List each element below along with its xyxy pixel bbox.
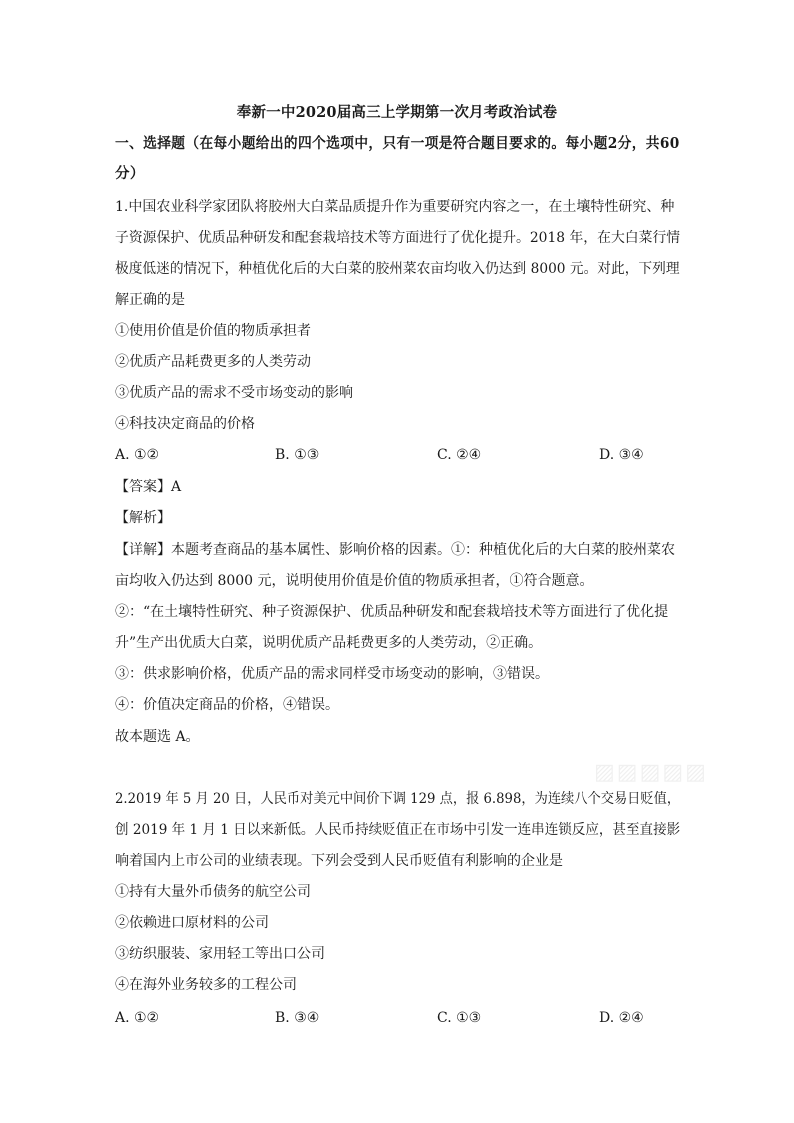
q1-item-2: ②优质产品耗费更多的人类劳动 [115,354,311,370]
q1-detail-line-2: 亩均收入仍达到 8000 元，说明使用价值是价值的物质承担者，①符合题意。 [115,573,594,589]
section-heading-line-2: 分） [115,165,145,182]
q1-detail-line-4: 升”生产出优质大白菜，说明优质产品耗费更多的人类劳动，②正确。 [115,635,543,651]
q1-item-1: ①使用价值是价值的物质承担者 [115,323,311,339]
q1-item-4: ④科技决定商品的价格 [115,416,255,432]
q1-detail-line-7: 故本题选 A。 [115,729,200,745]
q2-option-a: A. ①② [115,1010,160,1026]
q2-item-3: ③纺织服装、家用轻工等出口公司 [115,946,325,962]
q1-stem-line-2: 子资源保护、优质品种研发和配套栽培技术等方面进行了优化提升。2018 年，在大白菜行情 [115,230,681,246]
q2-stem-line-3: 响着国内上市公司的业绩表现。下列会受到人民币贬值有利影响的企业是 [115,853,563,869]
q2-item-2: ②依赖进口原材料的公司 [115,915,269,931]
q1-analysis-label: 【解析】 [115,510,171,526]
q2-stem-line-1: 2.2019 年 5 月 20 日，人民币对美元中间价下调 129 点，报 6.898，为连续八个交易日贬值， [115,791,681,807]
q2-item-1: ①持有大量外币债务的航空公司 [115,884,311,900]
q2-option-c: C. ①③ [437,1010,482,1026]
q2-option-d: D. ②④ [599,1010,644,1026]
q1-detail-line-5: ③：供求影响价格，优质产品的需求同样受市场变动的影响，③错误。 [115,666,549,682]
q1-stem-line-1: 1.中国农业科学家团队将胶州大白菜品质提升作为重要研究内容之一，在土壤特性研究、种 [115,199,675,215]
q1-detail-line-1: 【详解】本题考查商品的基本属性、影响价格的因素。①：种植优化后的大白菜的胶州菜农 [115,542,675,558]
q1-detail-line-6: ④：价值决定商品的价格，④错误。 [115,697,339,713]
q1-stem-line-4: 解正确的是 [115,292,185,308]
q1-option-b: B. ①③ [275,447,320,463]
q1-answer: 【答案】A [115,479,182,495]
q1-item-3: ③优质产品的需求不受市场变动的影响 [115,385,353,401]
q2-option-b: B. ③④ [275,1010,320,1026]
q1-option-d: D. ③④ [599,447,644,463]
q1-detail-line-3: ②：“在土壤特性研究、种子资源保护、优质品种研发和配套栽培技术等方面进行了优化提 [115,604,669,620]
q1-option-a: A. ①② [115,447,160,463]
q1-option-c: C. ②④ [437,447,482,463]
watermark: ▨▨▨▨▨ [594,760,708,785]
q1-stem-line-3: 极度低迷的情况下，种植优化后的大白菜的胶州菜农亩均收入仍达到 8000 元。对此，下列理 [115,261,680,277]
q2-item-4: ④在海外业务较多的工程公司 [115,977,297,993]
page-title: 奉新一中2020届高三上学期第一次月考政治试卷 [236,104,558,121]
q2-stem-line-2: 创 2019 年 1 月 1 日以来新低。人民币持续贬值正在市场中引发一连串连锁反应，甚至直接影 [115,822,681,838]
section-heading-line-1: 一、选择题（在每小题给出的四个选项中，只有一项是符合题目要求的。每小题2分，共60 [115,135,680,152]
